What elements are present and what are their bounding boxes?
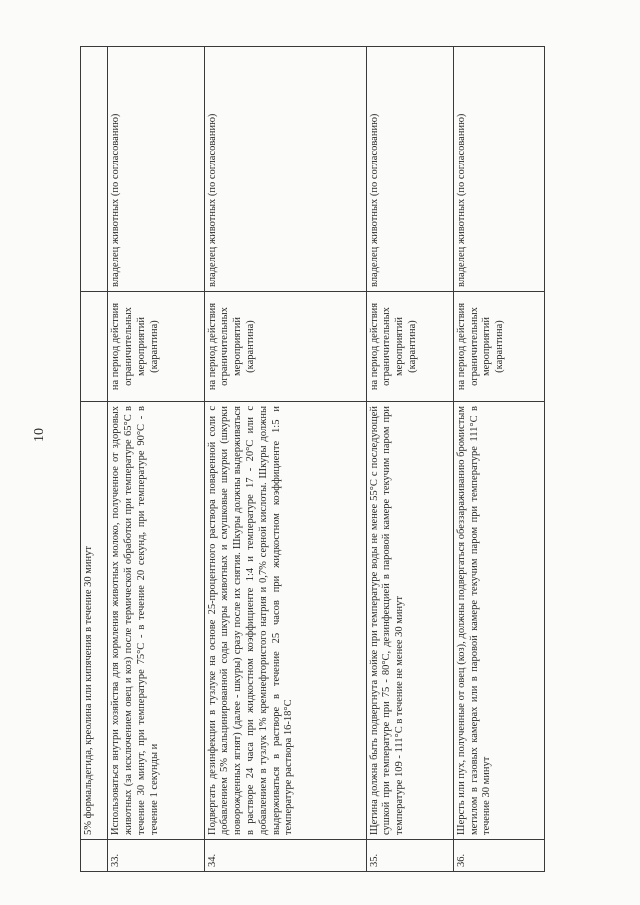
- row-responsible: владелец животных (по согласованию): [204, 47, 366, 292]
- row-number: 35.: [366, 840, 453, 872]
- cell-responsible-empty: [81, 47, 108, 292]
- table-row: [108, 47, 204, 872]
- row-responsible: владелец животных (по согласованию): [366, 47, 453, 292]
- row-description: Подвергать дезинфекции в тузлуке на основе 25-процентного раствора поваренной соли с добавлением 5% кальцинированной соды шкуры животных и смушковые шкурки (шкурки новорожденных ягнят) (далее - шкуры) сразу после их снятия. Шкуры должны выдерживаться в растворе 24 часа при жидкостном коэффициенте 1:4 и температуре 17 - 20°C или с добавлением в тузлук 1% кремнефтористого натрия и 0,7% серной кислоты. Шкуры должны выдерживаться в растворе в течение 25 часов при жидкостном коэффициенте 1:5 и температуре раствора 16-18°C: [204, 402, 366, 840]
- row-period: на период действия ограничительных мероприятий (карантина): [108, 292, 204, 402]
- row-period: на период действия ограничительных мероприятий (карантина): [453, 292, 544, 402]
- measures-table: [80, 46, 545, 872]
- table-row: [366, 47, 453, 872]
- row-description: Щетина должна быть подвергнута мойке при температуре воды не менее 55°C с последующей сушкой при температуре при 75 - 80°C, дезинфекцией в паровой камере текучим паром при температуре 109 - 111°C в течение не менее 30 минут: [366, 402, 453, 840]
- row-number: 36.: [453, 840, 544, 872]
- row-responsible: владелец животных (по согласованию): [453, 47, 544, 292]
- row-description: Использоваться внутри хозяйства для кормления животных молоко, полученное от здоровых животных (за исключением овец и коз) после термической обработки при температуре 65°C в течение 30 минут, при температуре 75°C - в течение 20 секунд, при температуре 90°C - в течение 1 секунды и: [108, 402, 204, 840]
- row-description: Шерсть или пух, полученные от овец (коз), должны подвергаться обеззараживанию бромистым метилом в газовых камерах или в паровой камере текучим паром при температуре 111°C в течение 30 минут: [453, 402, 544, 840]
- row-period: на период действия ограничительных мероприятий (карантина): [366, 292, 453, 402]
- row-number: 34.: [204, 840, 366, 872]
- table-row: [204, 47, 366, 872]
- row-number: 33.: [108, 840, 204, 872]
- table-row: [453, 47, 544, 872]
- cell-continuation-text: 5% формальдегида, креолина или кипячения в течение 30 минут: [81, 402, 108, 840]
- row-period: на период действия ограничительных мероприятий (карантина): [204, 292, 366, 402]
- page-number: 10: [32, 428, 47, 442]
- cell-period-empty: [81, 292, 108, 402]
- row-responsible: владелец животных (по согласованию): [108, 47, 204, 292]
- cell-num-empty: [81, 840, 108, 872]
- rotated-page-content: [80, 47, 545, 872]
- table-row-continuation: [81, 47, 108, 872]
